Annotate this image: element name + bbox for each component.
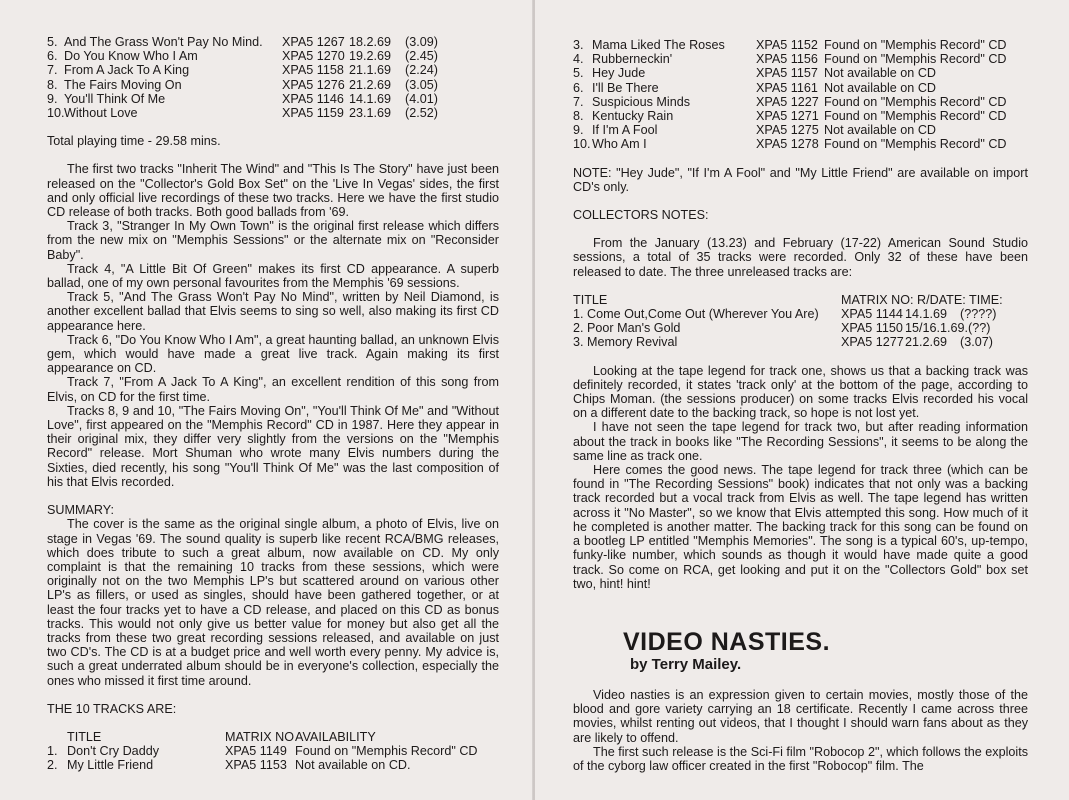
unreleased-row: 1. Come Out,Come Out (Wherever You Are) XPA5 1144 14.1.69 (????) — [573, 307, 997, 322]
article-paragraph: Video nasties is an expression given to certain movies, mostly those of the blood and gore variety carrying an 18 certificate. Recently I came across three movies, whilst renting out videos, that I thought I should warn fans about as they are likely to offend. — [573, 688, 1028, 745]
track-row: 5. And The Grass Won't Pay No Mind. XPA5 1267 18.2.69 (3.09) — [47, 35, 438, 49]
article-byline: by Terry Mailey. — [630, 656, 742, 673]
track-row: 5. Hey Jude XPA5 1157 Not available on CD — [573, 66, 937, 81]
right-column — [573, 38, 1028, 591]
summary-heading: SUMMARY: — [47, 503, 114, 518]
left-page — [0, 0, 533, 800]
ten-tracks-heading: THE 10 TRACKS ARE: — [47, 701, 177, 716]
paragraph: Track 3, "Stranger In My Own Town" is the original first release which differs from the new mix on "Memphis Sessions" or the alternate mix on "Reconsider Baby". — [47, 219, 499, 262]
track-list-continued — [573, 38, 1028, 152]
notes-paragraph: I have not seen the tape legend for track two, but after reading information about the track in books like "The Recording Sessions", it seems to be along the same line as track one. — [573, 420, 1028, 463]
ten-tracks-header: TITLE MATRIX NO AVAILABILITY — [67, 729, 376, 744]
track-row: 8. The Fairs Moving On XPA5 1276 21.2.69 (3.05) — [47, 77, 438, 92]
notes-paragraph: Here comes the good news. The tape legend for track three (which can be found in "The Recording Sessions" book) indicates that not only was a backing track recorded but a vocal track from Elvis as well. The tape legend has written across it "No Master", so we know that Elvis attempted this song. How much of it he completed is another matter. The backing track for this song can be found on a bootleg LP entitled "Memphis Memories". The song is a typical 60's, up-tempo, funky-like number, which sounds as though it would have made quite a good track. So come on RCA, get looking and put it on the "Collectors Gold" box set two, hint! hint! — [573, 463, 1028, 591]
paragraph: Track 5, "And The Grass Won't Pay No Mind", written by Neil Diamond, is another excellent ballad that Elvis seems to sing so well, also making its first CD appearance here. — [47, 290, 499, 333]
note: NOTE: "Hey Jude", "If I'm A Fool" and "My Little Friend" are available on import CD's only. — [573, 165, 1028, 194]
track-row: 6. Do You Know Who I Am XPA5 1270 19.2.69 (2.45) — [47, 49, 438, 64]
track-row: 9. If I'm A Fool XPA5 1275 Not available on CD — [573, 123, 937, 138]
track-row: 1. Don't Cry Daddy XPA5 1149 Found on "Memphis Record" CD — [47, 744, 478, 759]
article-title: VIDEO NASTIES. — [623, 628, 831, 656]
summary-text: The cover is the same as the original single album, a photo of Elvis, live on stage in Vegas '69. The sound quality is superb like recent RCA/BMG releases, which does tribute to such a great album, now available on CD. My only complaint is that the remaining 10 tracks from these sessions, which were originally not on the two Memphis LP's but scattered around on various other LP's as fillers, or used as singles, should have been gathered together, or at least the four tracks yet to have a CD release, and placed on this CD as bonus tracks. This would not only give us better value for money but also get all the tracks from these two great recording sessions released, and available on just two CD's. The CD is at a budget price and well worth every penny. My advice is, such a great underrated album should be in everyone's collection, especially the ones who missed it first time around. — [47, 517, 499, 688]
left-column — [47, 35, 499, 773]
unreleased-header: TITLE MATRIX NO: R/DATE: TIME: — [573, 292, 1003, 307]
article-paragraph: The first such release is the Sci-Fi film "Robocop 2", which follows the exploits of the cyborg law officer created in the first "Robocop" film. The — [573, 744, 1028, 774]
paragraph: Track 4, "A Little Bit Of Green" makes its first CD appearance. A superb ballad, one of my own personal favourites from the Memphis '69 sessions. — [47, 261, 499, 291]
track-row: 3. Mama Liked The Roses XPA5 1152 Found on "Memphis Record" CD — [573, 38, 1007, 52]
paragraph: Track 6, "Do You Know Who I Am", a great haunting ballad, an unknown Elvis gem, which would have made a great live track. Again making its first appearance on CD. — [47, 332, 499, 376]
collectors-notes-heading: COLLECTORS NOTES: — [573, 208, 709, 223]
track-row: 8. Kentucky Rain XPA5 1271 Found on "Memphis Record" CD — [573, 109, 1007, 124]
article — [573, 628, 1028, 773]
paragraph: Tracks 8, 9 and 10, "The Fairs Moving On", "You'll Think Of Me" and "Without Love", first appeared on the "Memphis Record" CD in 1987. Here they appear in their original mix, they differ very slightly from the versions on the "Memphis Record" release. Mort Shuman who wrote many Elvis numbers during the Sixties, died recently, his song "You'll Think Of Me" was the last composition of his that Elvis recorded. — [47, 403, 499, 489]
track-row: 7. Suspicious Minds XPA5 1227 Found on "Memphis Record" CD — [573, 94, 1007, 109]
track-row: 2. My Little Friend XPA5 1153 Not available on CD. — [47, 758, 411, 773]
track-row: 7. From A Jack To A King XPA5 1158 21.1.69 (2.24) — [47, 63, 438, 78]
track-list-top — [47, 35, 499, 120]
track-row: 10. Without Love XPA5 1159 23.1.69 (2.52) — [47, 106, 438, 121]
track-row: 10. Who Am I XPA5 1278 Found on "Memphis Record" CD — [573, 137, 1007, 152]
notes-paragraph: Looking at the tape legend for track one, shows us that a backing track was definitely recorded, it states 'track only' at the bottom of the page, according to Chips Moman. (the sessions producer) on some tracks Elvis recorded his vocal on a different date to the backing track, so hope is not lost yet. — [573, 363, 1028, 421]
total-playing-time: Total playing time - 29.58 mins. — [47, 134, 221, 149]
track-row: 9. You'll Think Of Me XPA5 1146 14.1.69 (4.01) — [47, 91, 438, 106]
paragraph: The first two tracks "Inherit The Wind" and "This Is The Story" have just been released on the "Collector's Gold Box Set" on the 'Live In Vegas' sides, the first and only official live recordings of these two tracks. Here we have the first studio CD release of both tracks. Both good ballads from '69. — [47, 162, 499, 220]
paragraph: Track 7, "From A Jack To A King", an excellent rendition of this song from Elvis, on CD for the first time. — [47, 375, 499, 404]
unreleased-row: 3. Memory Revival XPA5 1277 21.2.69 (3.07) — [573, 335, 993, 350]
track-row: 6. I'll Be There XPA5 1161 Not available on CD — [573, 80, 937, 95]
right-page — [535, 0, 1069, 800]
unreleased-row: 2. Poor Man's Gold XPA5 1150 15/16.1.69.(??) — [573, 321, 991, 336]
collectors-intro: From the January (13.23) and February (17-22) American Sound Studio sessions, a total of 35 tracks were recorded. Only 32 of these have been released to date. The three unreleased tracks are: — [573, 236, 1028, 279]
track-row: 4. Rubberneckin' XPA5 1156 Found on "Memphis Record" CD — [573, 52, 1007, 67]
